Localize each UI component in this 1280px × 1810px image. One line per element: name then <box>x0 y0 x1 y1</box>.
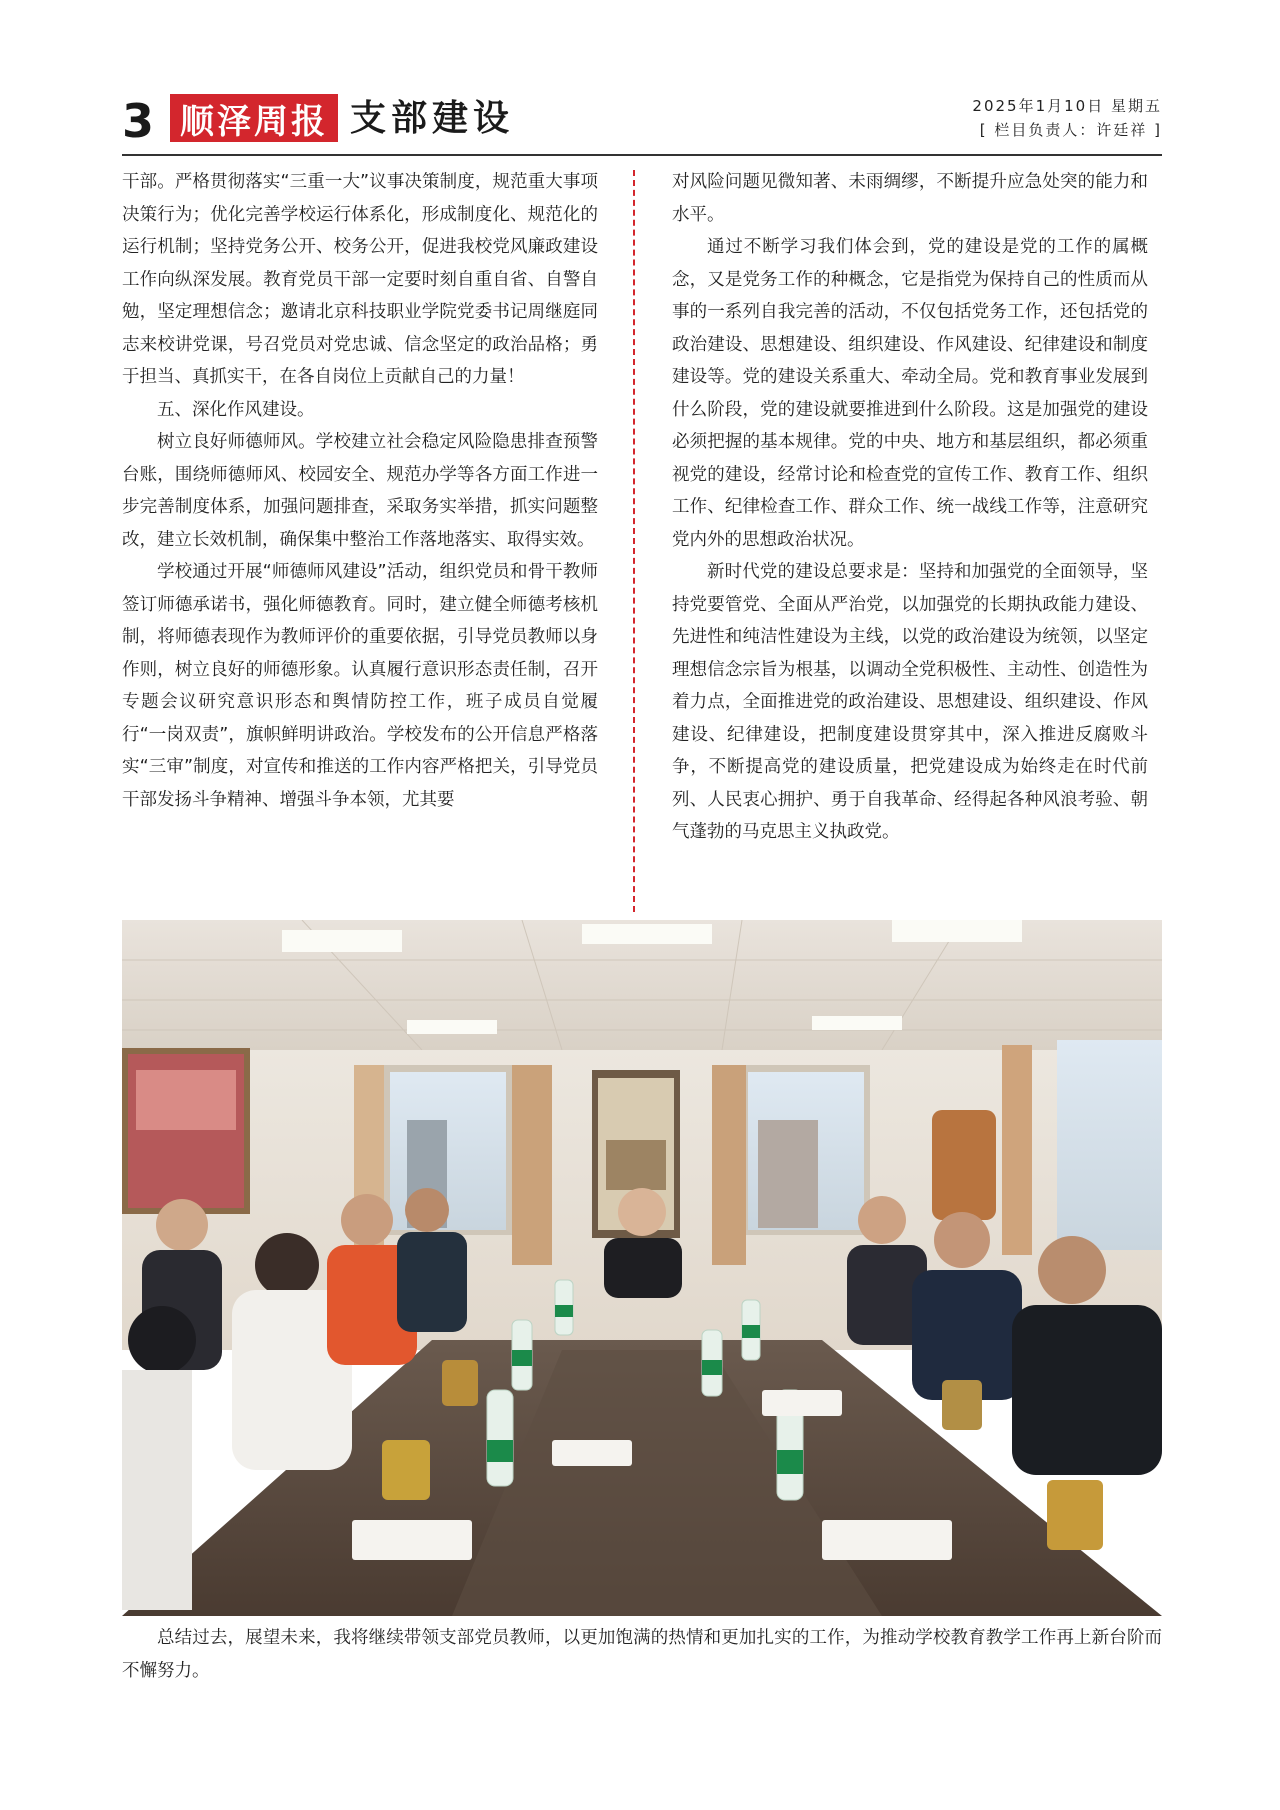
masthead <box>122 92 1162 154</box>
paragraph: 对风险问题见微知著、未雨绸缪，不断提升应急处突的能力和水平。 <box>672 172 1148 225</box>
right-column <box>672 166 1148 849</box>
section-title: 支部建设 <box>350 98 515 139</box>
issue-date: 2025年1月10日 星期五 <box>972 97 1162 115</box>
paragraph: 五、深化作风建设。 <box>157 399 315 420</box>
page-number: 3 <box>122 94 155 148</box>
paragraph: 干部。严格贯彻落实“三重一大”议事决策制度，规范重大事项决策行为；优化完善学校运行体系化，形成制度化、规范化的运行机制；坚持党务公开、校务公开，促进我校党风廉政建设工作向纵深发展。教育党员干部一定要时刻自重自省、自警自勉，坚定理想信念；邀请北京科技职业学院党委书记周继庭同志来校讲党课，号召党员对党忠诚、信念坚定的政治品格；勇于担当、真抓实干，在各自岗位上贡献自己的力量！ <box>122 172 598 387</box>
header-rule <box>122 154 1162 156</box>
newspaper-logo: 顺泽周报 <box>170 94 338 142</box>
meeting-photo <box>122 920 1162 1616</box>
paragraph: 通过不断学习我们体会到，党的建设是党的工作的属概念，又是党务工作的种概念，它是指党为保持自己的性质而从事的一系列自我完善的活动，不仅包括党务工作，还包括党的政治建设、思想建设、组织建设、作风建设、纪律建设和制度建设等。党的建设关系重大、牵动全局。党和教育事业发展到什么阶段，党的建设就要推进到什么阶段。这是加强党的建设必须把握的基本规律。党的中央、地方和基层组织，都必须重视党的建设，经常讨论和检查党的宣传工作、教育工作、组织工作、纪律检查工作、群众工作、统一战线工作等，注意研究党内外的思想政治状况。 <box>672 237 1148 550</box>
paragraph: 学校通过开展“师德师风建设”活动，组织党员和骨干教师签订师德承诺书，强化师德教育。同时，建立健全师德考核机制，将师德表现作为教师评价的重要依据，引导党员教师以身作则，树立良好的师德形象。认真履行意识形态责任制，召开专题会议研究意识形态和舆情防控工作，班子成员自觉履行“一岗双责”，旗帜鲜明讲政治。学校发布的公开信息严格落实“三审”制度，对宣传和推送的工作内容严格把关，引导党员干部发扬斗争精神、增强斗争本领，尤其要 <box>122 562 598 810</box>
column-divider <box>633 170 635 912</box>
dateline <box>972 94 1162 142</box>
paragraph: 新时代党的建设总要求是：坚持和加强党的全面领导，坚持党要管党、全面从严治党，以加强党的长期执政能力建设、先进性和纯洁性建设为主线，以党的政治建设为统领，以坚定理想信念宗旨为根基，以调动全党积极性、主动性、创造性为着力点，全面推进党的政治建设、思想建设、组织建设、作风建设、纪律建设，把制度建设贯穿其中，深入推进反腐败斗争，不断提高党的建设质量，把党建设成为始终走在时代前列、人民衷心拥护、勇于自我革命、经得起各种风浪考验、朝气蓬勃的马克思主义执政党。 <box>672 562 1148 842</box>
closing-paragraph: 总结过去，展望未来，我将继续带领支部党员教师，以更加饱满的热情和更加扎实的工作，为推动学校教育教学工作再上新台阶而不懈努力。 <box>122 1628 1162 1681</box>
column-editor: [ 栏目负责人：许廷祥 ] <box>979 121 1162 139</box>
left-column <box>122 166 598 816</box>
paragraph: 树立良好师德师风。学校建立社会稳定风险隐患排查预警台账，围绕师德师风、校园安全、规范办学等各方面工作进一步完善制度体系，加强问题排查，采取务实举措，抓实问题整改，建立长效机制，确保集中整治工作落地落实、取得实效。 <box>122 432 598 550</box>
